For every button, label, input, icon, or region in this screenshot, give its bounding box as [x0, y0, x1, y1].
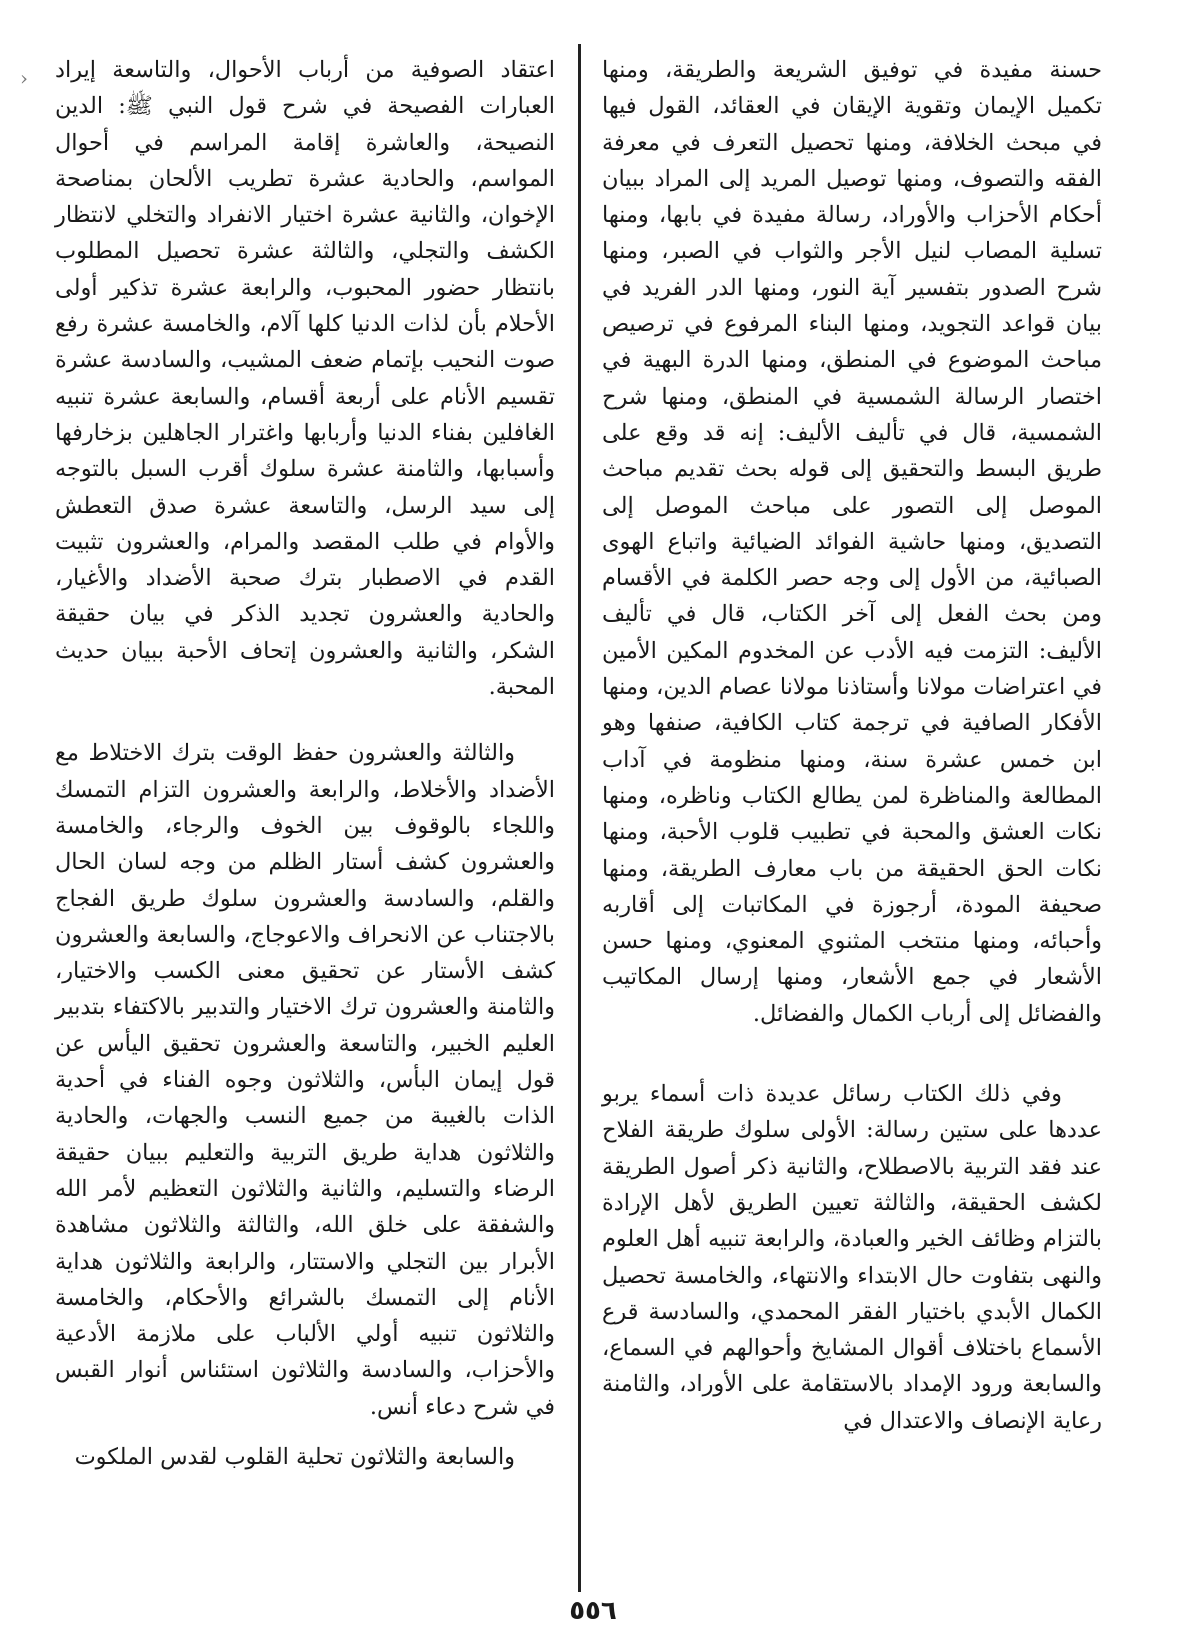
right-column: [602, 52, 1102, 1439]
paragraph: اعتقاد الصوفية من أرباب الأحوال، والتاسعة إيراد العبارات الفصيحة في شرح قول النبي ﷺ: الدين النصيحة، والعاشرة إقامة المراسم في أحوال المواسم، والحادية عشرة تطريب الألحان بمناصحة الإخوان، والثانية عشرة اختيار الانفراد والتخلي لانتظار الكشف والتجلي، والثالثة عشرة تحصيل المطلوب بانتظار حضور المحبوب، والرابعة عشرة تذكير أولى الأحلام بأن لذات الدنيا كلها آلام، والخامسة عشرة رفع صوت النحيب بإتمام ضعف المشيب، والسادسة عشرة تقسيم الأنام على أربعة أقسام، والسابعة عشرة تنبيه الغافلين بفناء الدنيا وأربابها واغترار الجاهلين بزخارفها وأسبابها، والثامنة عشرة سلوك أقرب السبل بالتوجه إلى سيد الرسل، والتاسعة عشرة صدق التعطش والأوام في طلب المقصد والمرام، والعشرون تثبيت القدم في الاصطبار بترك صحبة الأضداد والأغيار، والحادية والعشرون تجديد الذكر في بيان حقيقة الشكر، والثانية والعشرون إتحاف الأحبة ببيان حديث المحبة.: [55, 57, 555, 701]
paragraph: والسابعة والثلاثون تحلية القلوب لقدس الملكوت: [74, 1443, 515, 1470]
page-number: ٥٥٦: [569, 1596, 617, 1626]
paragraph: وفي ذلك الكتاب رسائل عديدة ذات أسماء يربو عددها على ستين رسالة: الأولى سلوك طريقة الفلاح عند فقد التربية بالاصطلاح، والثانية ذكر أصول الطريقة لكشف الحقيقة، والثالثة تعيين الطريق لأهل الإرادة بالتزام وظائف الخير والعبادة، والرابعة تنبيه أهل العلوم والنهى بتفاوت حال الابتداء والانتهاء، والخامسة تحصيل الكمال الأبدي باختيار الفقر المحمدي، والسادسة قرع الأسماع باختلاف أقوال المشايخ وأحوالهم في السماع، والسابعة ورود الإمداد بالاستقامة على الأوراد، والثامنة رعاية الإنصاف والاعتدال في: [602, 1081, 1102, 1434]
left-column: [55, 52, 555, 1475]
paragraph: حسنة مفيدة في توفيق الشريعة والطريقة، ومنها تكميل الإيمان وتقوية الإيقان في العقائد، القول فيها في مبحث الخلافة، ومنها تحصيل التعرف في معرفة الفقه والتصوف، ومنها توصيل المريد إلى المراد ببيان أحكام الأحزاب والأوراد، رسالة مفيدة في بابها، ومنها تسلية المصاب لنيل الأجر والثواب في الصبر، ومنها شرح الصدور بتفسير آية النور، ومنها الدر الفريد في بيان قواعد التجويد، ومنها البناء المرفوع في ترصيص مباحث الموضوع في المنطق، ومنها الدرة البهية في اختصار الرسالة الشمسية في المنطق، ومنها شرح الشمسية، قال في تأليف الأليف: إنه قد وقع على طريق البسط والتحقيق إلى قوله بحث تقديم مباحث الموصل إلى التصور على مباحث الموصل إلى التصديق، ومنها حاشية الفوائد الضيائية واتباع الهوى الصبائية، من الأول إلى وجه حصر الكلمة في الأقسام ومن بحث الفعل إلى آخر الكتاب، قال في تأليف الأليف: التزمت فيه الأدب عن المخدوم المكين الأمين في اعتراضات مولانا وأستاذنا مولانا عصام الدين، ومنها الأفكار الصافية في ترجمة كتاب الكافية، صنفها وهو ابن خمس عشرة سنة، ومنها منظومة في آداب المطالعة والمناظرة لمن يطالع الكتاب وناظره، ومنها نكات العشق والمحبة في تطبيب قلوب الأحبة، ومنها نكات الحق الحقيقة من باب معارف الطريقة، ومنها صحيفة المودة، أرجوزة في المكاتبات إلى أقاربه وأحبائه، ومنها منتخب المثنوي المعنوي، ومنها حسن الأشعار في جمع الأشعار، ومنها إرسال المكاتيب والفضائل إلى أرباب الكمال والفضائل.: [602, 57, 1102, 1027]
paragraph: والثالثة والعشرون حفظ الوقت بترك الاختلاط مع الأضداد والأخلاط، والرابعة والعشرون التزام التمسك واللجاء بالوقوف بين الخوف والرجاء، والخامسة والعشرون كشف أستار الظلم من وجه لسان الحال والقلم، والسادسة والعشرون سلوك طريق الفجاج بالاجتناب عن الانحراف والاعوجاج، والسابعة والعشرون كشف الأستار عن تحقيق معنى الكسب والاختيار، والثامنة والعشرون ترك الاختيار والتدبير بالاكتفاء بتدبير العليم الخبير، والتاسعة والعشرون تحقيق اليأس عن قول إيمان البأس، والثلاثون وجوه الفناء في أحدية الذات بالغيبة من جميع النسب والجهات، والحادية والثلاثون هداية طريق التربية والتعليم ببيان حقيقة الرضاء والتسليم، والثانية والثلاثون التعظيم لأمر الله والشفقة على خلق الله، والثالثة والثلاثون مشاهدة الأبرار بين التجلي والاستتار، والرابعة والثلاثون هداية الأنام إلى التمسك بالشرائع والأحكام، والخامسة والثلاثون تنبيه أولي الألباب على ملازمة الأدعية والأحزاب، والسادسة والثلاثون استئناس أنوار القبس في شرح دعاء أنس.: [55, 740, 555, 1420]
column-divider: [578, 44, 581, 1592]
margin-mark: ‹: [20, 66, 28, 90]
